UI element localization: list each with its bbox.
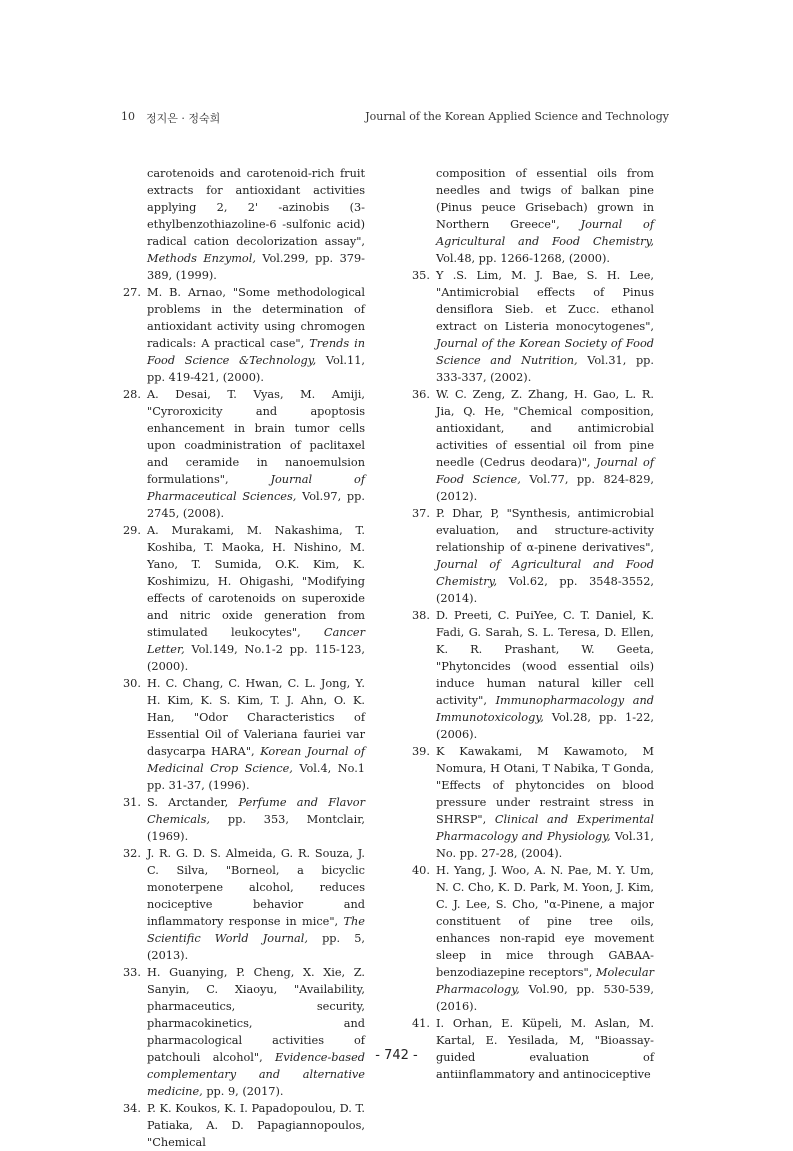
reference-text: Vol.28, pp. 1-22, (2006). (436, 711, 654, 741)
reference-entry (123, 386, 365, 522)
reference-entry (412, 267, 654, 386)
reference-entry (412, 743, 654, 862)
journal-title: Journal of the Korean Applied Science and Technology (365, 110, 669, 123)
reference-text: Vol.31, No. pp. 27-28, (2004). (436, 830, 654, 860)
reference-entry (123, 675, 365, 794)
reference-number: 35. (412, 269, 430, 282)
reference-text: P. Dhar, P, "Synthesis, antimicrobial evaluation, and structure-activity relationship of α-pinene derivatives", (436, 507, 654, 554)
reference-source-italic: Journal of the Korean Society of Food Science and Nutrition, (436, 337, 654, 367)
reference-text: H. Guanying, P. Cheng, X. Xie, Z. Sanyin, C. Xiaoyu, "Availability, pharmaceutics, security, pharmacokinetics, and pharmacological activities of patchouli alcohol", (147, 966, 365, 1064)
reference-number: 38. (412, 609, 430, 622)
reference-number: 37. (412, 507, 430, 520)
reference-source-italic: Molecular Pharmacology, (436, 966, 654, 996)
reference-entry (123, 284, 365, 386)
reference-number: 30. (123, 677, 141, 690)
right-column (412, 165, 654, 1083)
reference-entry (123, 522, 365, 675)
reference-text: Vol.77, pp. 824-829, (2012). (436, 473, 655, 503)
reference-source-italic: Immunopharmacology and Immunotoxicology, (436, 694, 654, 724)
reference-source-italic: Journal of Food Science, (436, 456, 655, 486)
reference-number: 28. (123, 388, 141, 401)
reference-number: 34. (123, 1102, 141, 1115)
reference-source-italic: Cancer Letter, (147, 626, 365, 656)
reference-source-italic: Methods Enzymol, (147, 252, 256, 265)
reference-text: Vol.31, pp. 333-337, (2002). (436, 354, 654, 384)
reference-source-italic: Perfume and Flavor Chemicals, (147, 796, 366, 826)
reference-entry (123, 794, 365, 845)
reference-source-italic: Korean Journal of Medicinal Crop Science, (147, 745, 366, 775)
reference-text: pp. 5, (2013). (147, 932, 365, 962)
reference-text: I. Orhan, E. Küpeli, M. Aslan, M. Kartal, E. Yesilada, M, "Bioassay-guided evaluation of antiinflammatory and antinociceptive (436, 1017, 654, 1081)
reference-text: Vol.97, pp. 2745, (2008). (147, 490, 365, 520)
reference-text: Vol.4, No.1 pp. 31-37, (1996). (147, 762, 365, 792)
left-column (123, 165, 365, 1151)
reference-text: Vol.62, pp. 3548-3552, (2014). (436, 575, 654, 605)
reference-text: carotenoids and carotenoid-rich fruit extracts for antioxidant activities applying 2, 2' -azinobis (3-ethylbenzothiazoline-6 -sulfonic acid) radical cation decolorization assay", (147, 167, 365, 248)
reference-number: 41. (412, 1017, 430, 1030)
footer-page-number: - 742 - (375, 1048, 418, 1063)
reference-entry (412, 386, 654, 505)
reference-text: Vol.299, pp. 379-389, (1999). (147, 252, 365, 282)
reference-text: pp. 9, (2017). (202, 1085, 284, 1098)
reference-text: P. K. Koukos, K. I. Papadopoulou, D. T. Patiaka, A. D. Papagiannopoulos, "Chemical (147, 1102, 365, 1149)
reference-text: Y .S. Lim, M. J. Bae, S. H. Lee, "Antimicrobial effects of Pinus densiflora Sieb. et Zucc. ethanol extract on Listeria monocytogenes", (436, 269, 654, 333)
reference-entry (123, 964, 365, 1100)
reference-text: Vol.48, pp. 1266-1268, (2000). (436, 252, 610, 265)
reference-entry (412, 607, 654, 743)
reference-number: 39. (412, 745, 430, 758)
reference-entry (412, 505, 654, 607)
reference-text: Vol.90, pp. 530-539, (2016). (436, 983, 654, 1013)
reference-number: 33. (123, 966, 141, 979)
reference-text: J. R. G. D. S. Almeida, G. R. Souza, J. C. Silva, "Borneol, a bicyclic monoterpene alcohol, reduces nociceptive behavior and inflammatory response in mice", (147, 847, 365, 928)
reference-number: 27. (123, 286, 141, 299)
reference-text: H. Yang, J. Woo, A. N. Pae, M. Y. Um, N. C. Cho, K. D. Park, M. Yoon, J. Kim, C. J. Lee, S. Cho, "α-Pinene, a major constituent of pine tree oils, enhances non-rapid eye movement sleep in mice through GABAA-benzodiazepine receptors", (436, 864, 654, 979)
reference-text: composition of essential oils from needles and twigs of balkan pine (Pinus peuce Grisebach) grown in Northern Greece", (436, 167, 654, 231)
reference-text: M. B. Arnao, "Some methodological problems in the determination of antioxidant activity using chromogen radicals: A practical case", (147, 286, 365, 350)
reference-text: Vol.149, No.1-2 pp. 115-123, (2000). (147, 643, 365, 673)
reference-source-italic: Journal of Agricultural and Food Chemistry, (436, 558, 654, 588)
reference-number: 40. (412, 864, 430, 877)
reference-source-italic: Journal of Agricultural and Food Chemistry, (436, 218, 654, 248)
reference-text: S. Arctander, (147, 796, 239, 809)
reference-text: pp. 353, Montclair, (1969). (147, 813, 365, 843)
reference-entry (123, 165, 365, 284)
reference-entry (123, 845, 365, 964)
running-authors: 정지은 · 정숙희 (146, 112, 221, 125)
reference-text: D. Preeti, C. PuiYee, C. T. Daniel, K. Fadi, G. Sarah, S. L. Teresa, D. Ellen, K. R. Prashant, W. Geeta, "Phytoncides (wood essential oils) induce human natural killer cell activity", (436, 609, 654, 707)
reference-number: 31. (123, 796, 141, 809)
reference-entry (123, 1100, 365, 1151)
reference-source-italic: Evidence-based complementary and alternative medicine, (147, 1051, 365, 1098)
reference-number: 36. (412, 388, 430, 401)
reference-text: H. C. Chang, C. Hwan, C. L. Jong, Y. H. Kim, K. S. Kim, T. J. Ahn, O. K. Han, "Odor Characteristics of Essential Oil of Valeriana fauriei var dasycarpa HARA", (147, 677, 365, 758)
page-footer (0, 1048, 793, 1063)
reference-source-italic: Trends in Food Science &Technology, (147, 337, 365, 367)
reference-text: A. Murakami, M. Nakashima, T. Koshiba, T. Maoka, H. Nishino, M. Yano, T. Sumida, O.K. Kim, K. Koshimizu, H. Ohigashi, "Modifying effects of carotenoids on superoxide and nitric oxide generation from stimulated leukocytes", (147, 524, 365, 639)
reference-number: 32. (123, 847, 141, 860)
reference-text: A. Desai, T. Vyas, M. Amiji, "Cyroroxicity and apoptosis enhancement in brain tumor cells upon coadministration of paclitaxel and ceramide in nanoemulsion formulations", (147, 388, 365, 486)
reference-text: W. C. Zeng, Z. Zhang, H. Gao, L. R. Jia, Q. He, "Chemical composition, antioxidant, and antimicrobial activities of essential oil from pine needle (Cedrus deodara)", (436, 388, 654, 469)
reference-source-italic: Journal of Pharmaceutical Sciences, (147, 473, 366, 503)
page-header (121, 110, 669, 128)
reference-text: K Kawakami, M Kawamoto, M Nomura, H Otani, T Nabika, T Gonda, "Effects of phytoncides on blood pressure under restraint stress in SHRSP", (436, 745, 654, 826)
reference-text: Vol.11, pp. 419-421, (2000). (147, 354, 365, 384)
reference-source-italic: Clinical and Experimental Pharmacology and Physiology, (436, 813, 654, 843)
reference-entry (412, 165, 654, 267)
reference-source-italic: The Scientific World Journal, (147, 915, 365, 945)
reference-entry (412, 862, 654, 1015)
page-number: 10 (121, 110, 135, 123)
reference-number: 29. (123, 524, 141, 537)
